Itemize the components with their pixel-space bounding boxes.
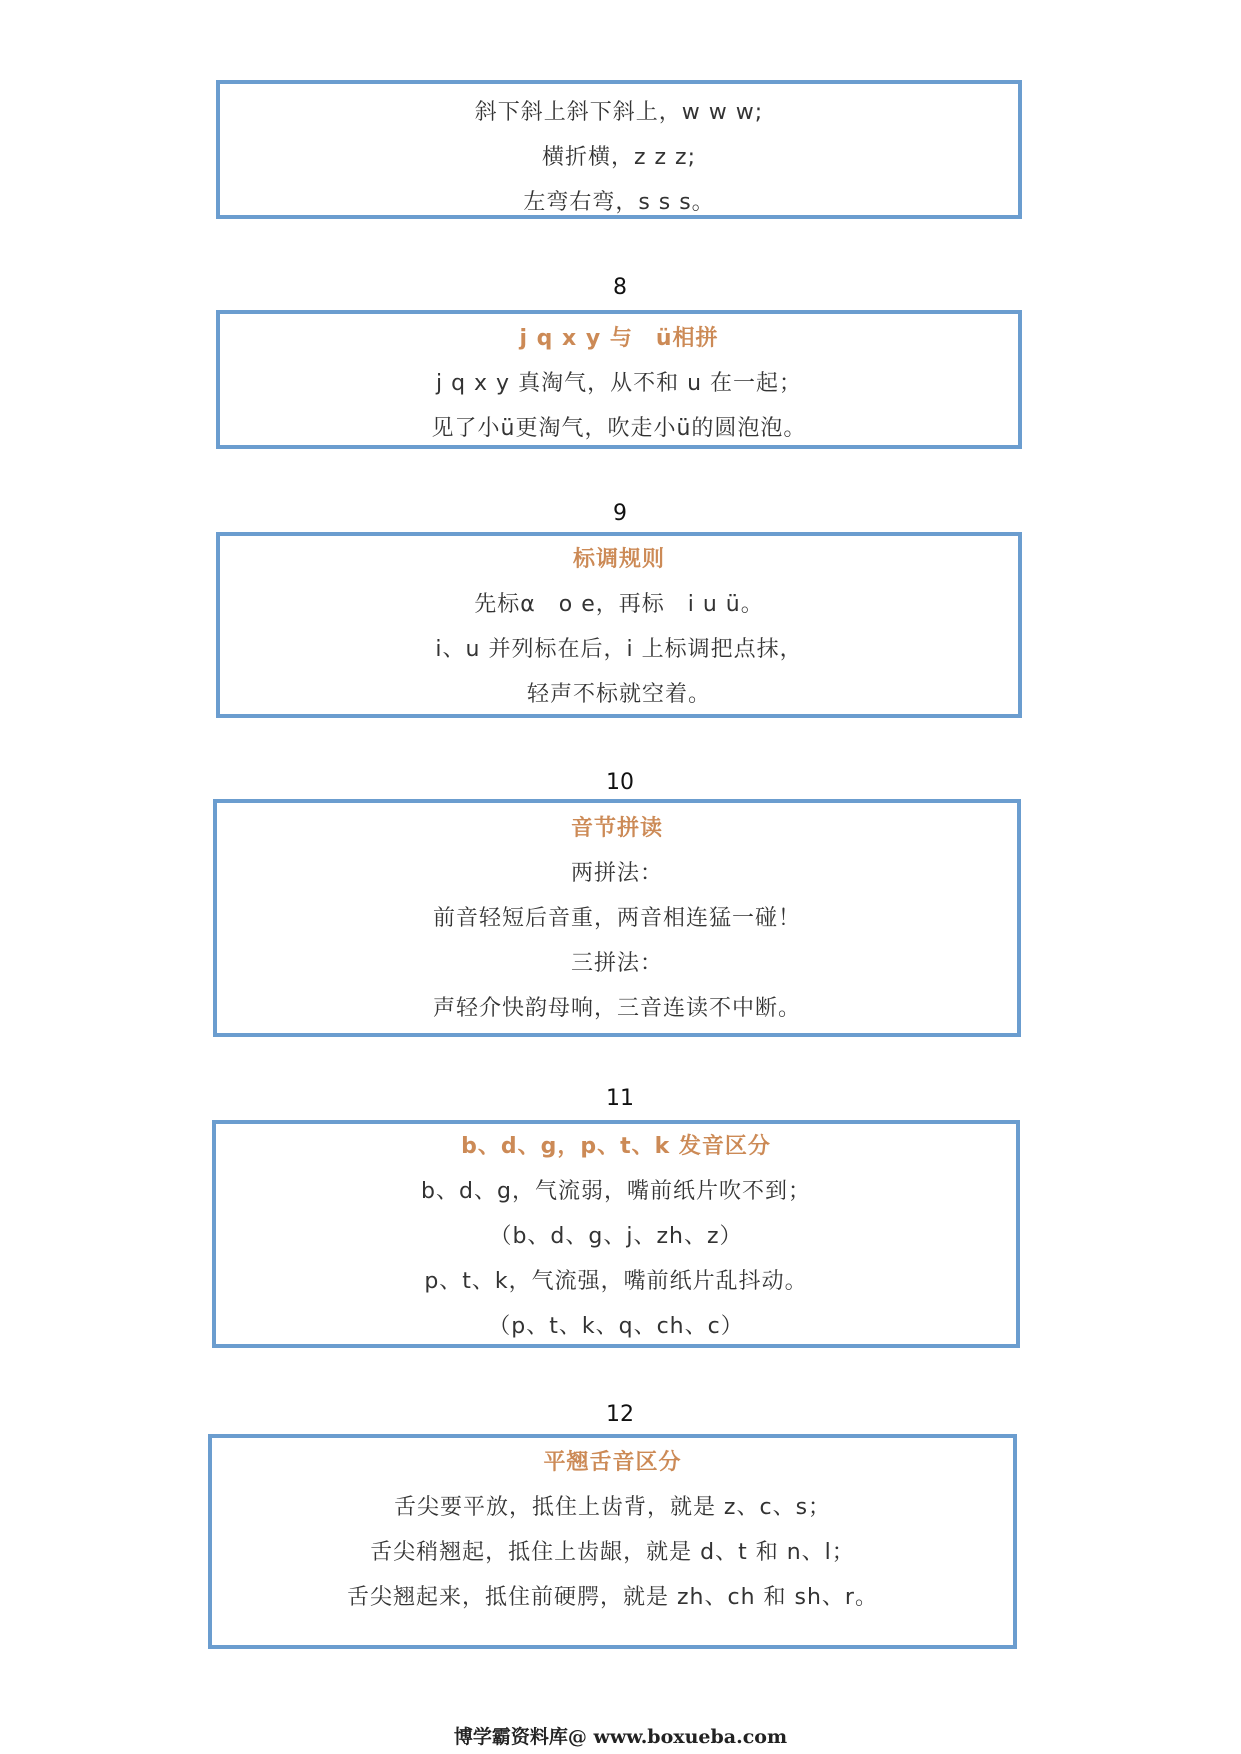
rhyme-line: b、d、g，气流弱，嘴前纸片吹不到； [421,1179,811,1204]
rhyme-line: （b、d、g、j、zh、z） [489,1224,743,1249]
rhyme-box-12 [208,1434,1017,1649]
section-title: 标调规则 [572,547,665,572]
section-number: 11 [606,1086,634,1111]
section-number: 10 [606,770,634,795]
footer-watermark: 博学霸资料库@ www.boxueba.com [453,1726,788,1748]
rhyme-line: 轻声不标就空着。 [526,682,711,707]
section-number: 12 [606,1402,634,1427]
section-number: 8 [613,275,627,300]
rhyme-line: 三拼法： [570,951,663,976]
rhyme-box-9 [216,532,1022,718]
rhyme-line: （p、t、k、q、ch、c） [488,1314,744,1339]
rhyme-line: 先标α o e，再标 i u ü。 [474,592,764,617]
rhyme-line: 舌尖要平放，抵住上齿背，就是 z、c、s； [393,1495,832,1520]
section-number: 9 [613,501,627,526]
rhyme-box-7 [216,80,1022,219]
rhyme-box-11 [212,1120,1020,1348]
rhyme-line: p、t、k，气流强，嘴前纸片乱抖动。 [424,1269,808,1294]
rhyme-line: 左弯右弯，s s s。 [523,190,715,215]
section-title: b、d、g，p、t、k 发音区分 [461,1134,771,1159]
rhyme-box-10 [213,799,1021,1037]
section-title: 音节拼读 [570,816,663,841]
rhyme-line: 斜下斜上斜下斜上，w w w; [474,100,764,125]
rhyme-line: 舌尖稍翘起，抵住上齿龈，就是 d、t 和 n、l； [370,1540,855,1565]
rhyme-line: 两拼法： [570,861,663,886]
rhyme-line: i、u 并列标在后，i 上标调把点抹， [435,637,803,662]
section-title: 平翘舌音区分 [543,1450,682,1475]
rhyme-line: 见了小ü更淘气，吹走小ü的圆泡泡。 [431,416,807,441]
rhyme-line: 舌尖翘起来，抵住前硬腭，就是 zh、ch 和 sh、r。 [347,1585,878,1610]
rhyme-line: 声轻介快韵母响，三音连读不中断。 [432,996,801,1021]
rhyme-box-8 [216,310,1022,449]
rhyme-line: j q x y 真淘气，从不和 u 在一起； [435,371,803,396]
section-title: j q x y 与 ü相拼 [519,326,719,351]
rhyme-line: 横折横，z z z; [541,145,697,170]
rhyme-line: 前音轻短后音重，两音相连猛一碰！ [432,906,801,931]
